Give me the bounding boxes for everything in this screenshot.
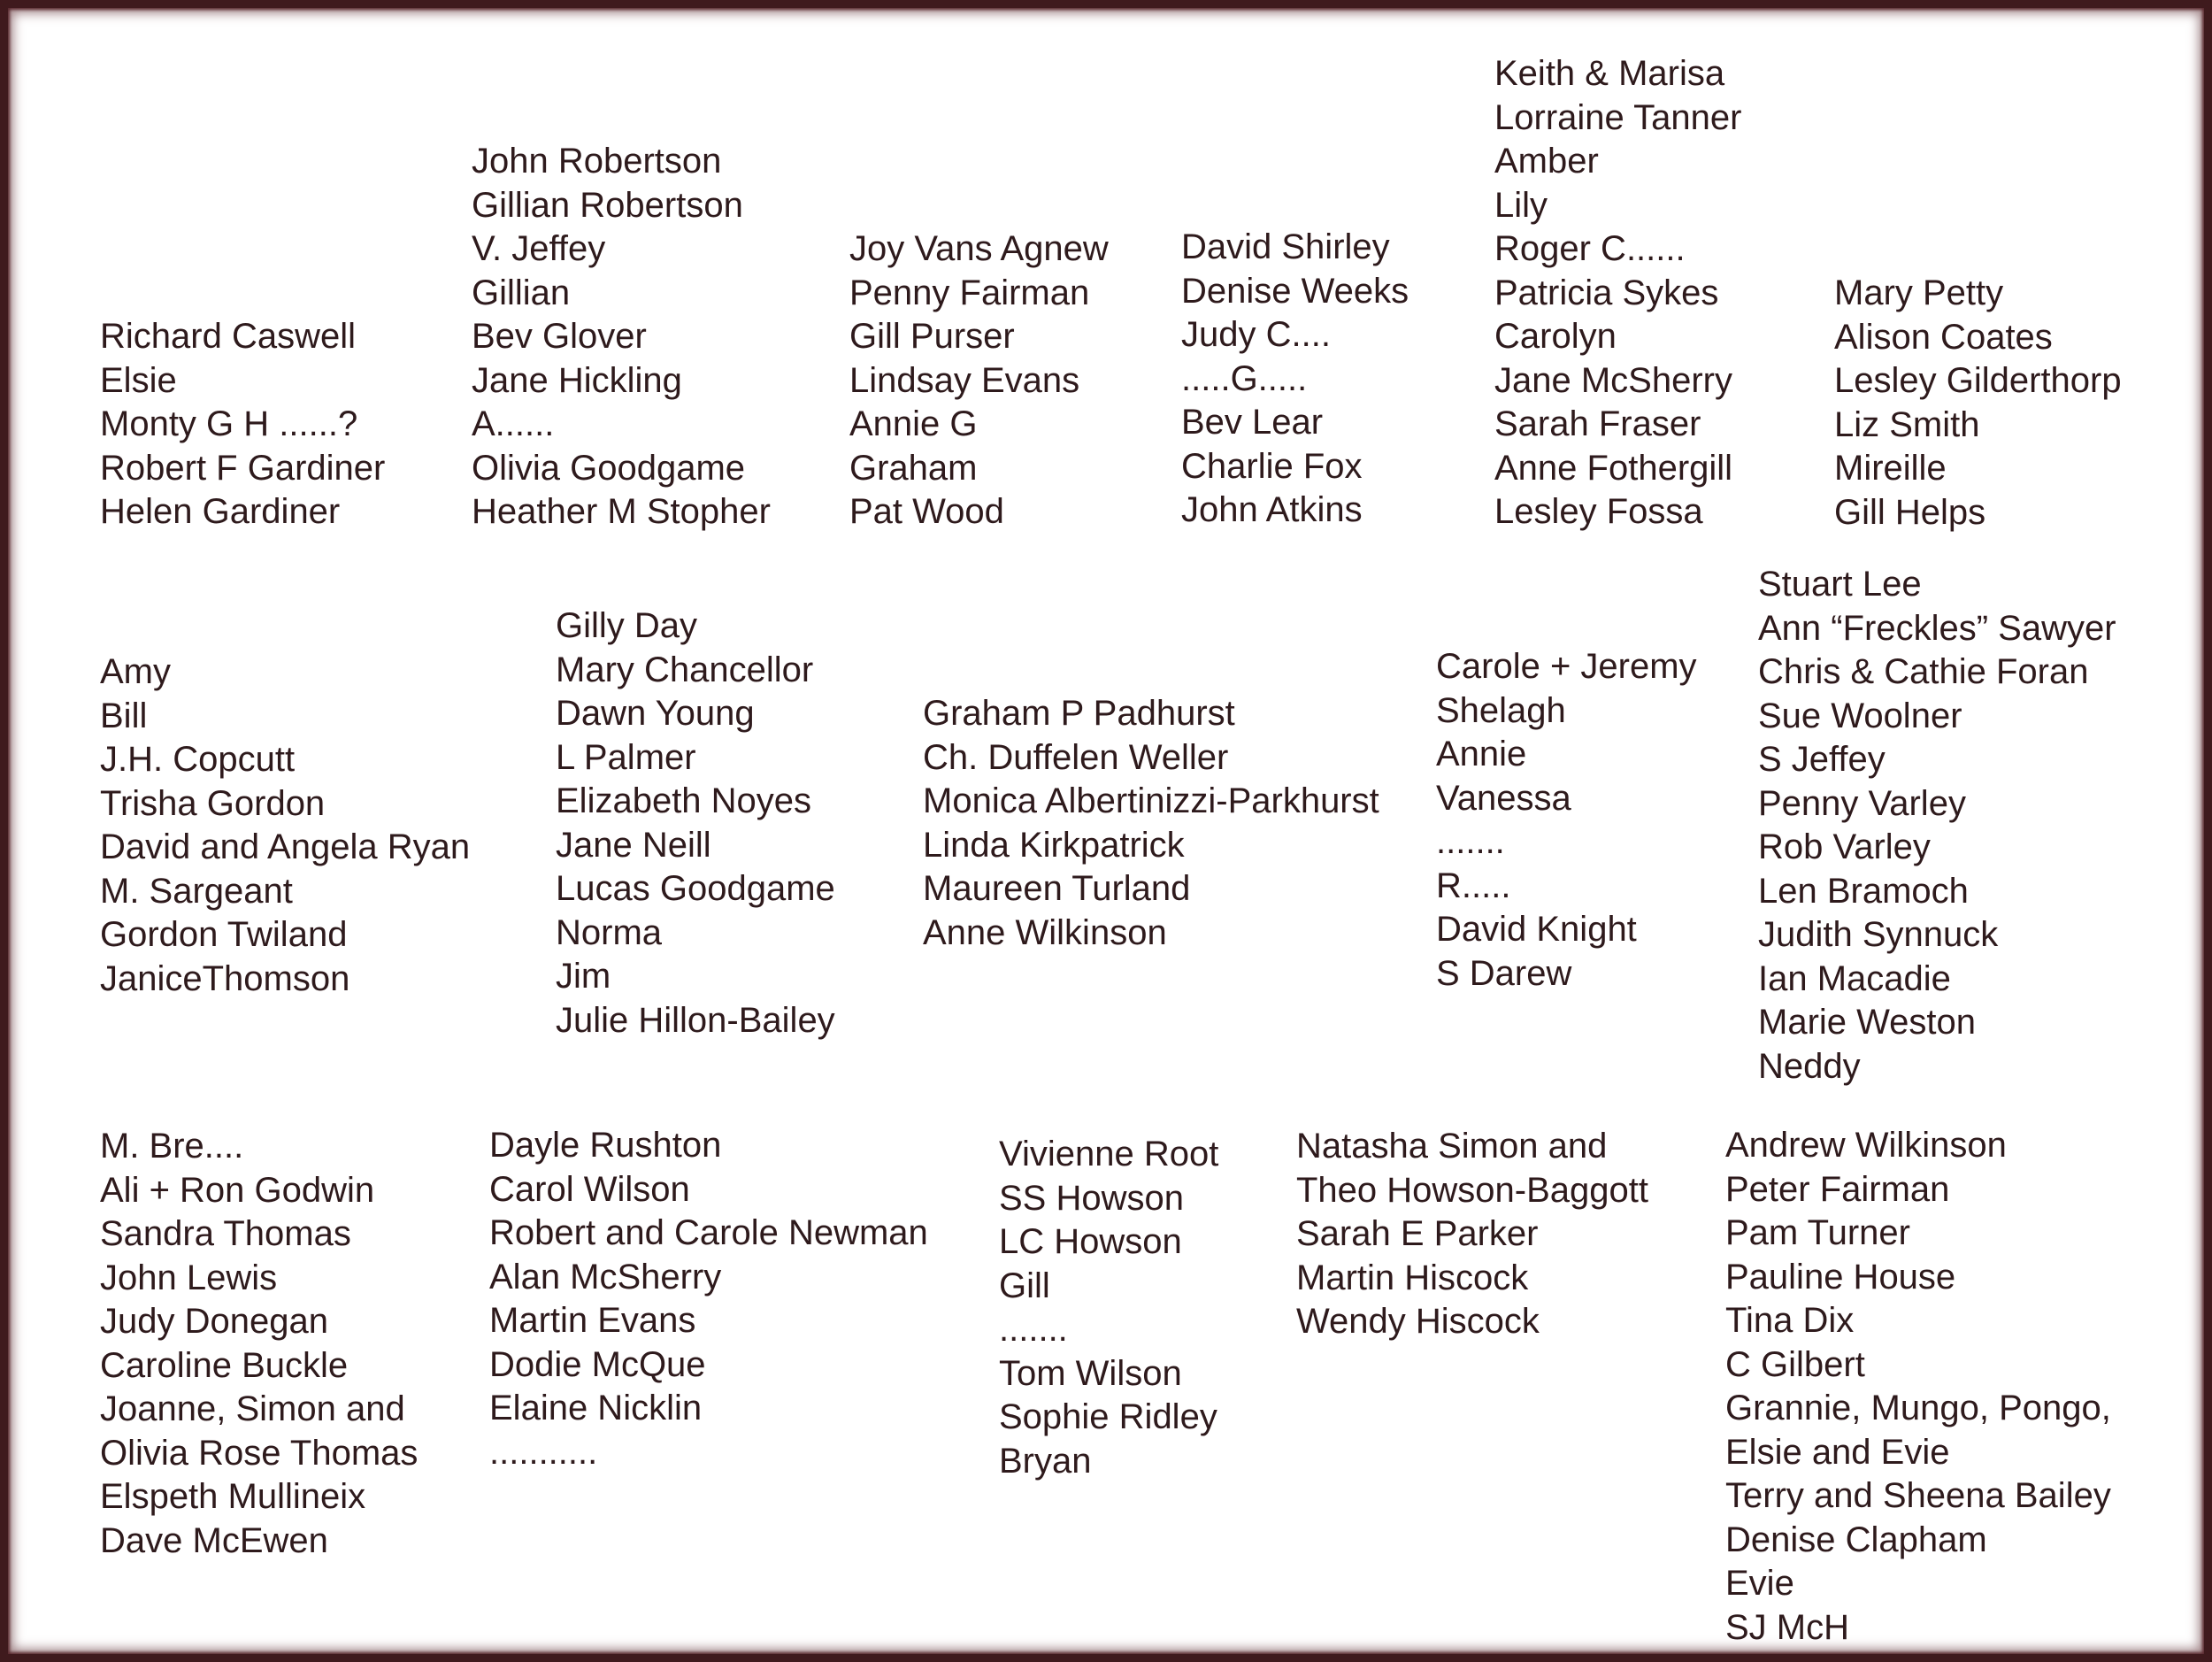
- name-group-r2c1: [100, 650, 470, 1001]
- name-entry: Gilly Day: [556, 606, 698, 645]
- name-entry: S Darew: [1436, 953, 1572, 993]
- name-entry: Tina Dix: [1725, 1301, 1855, 1340]
- name-entry: John Lewis: [100, 1258, 278, 1297]
- name-entry: Keith & Marisa: [1494, 54, 1725, 93]
- name-entry: Terry and Sheena Bailey: [1725, 1476, 2111, 1515]
- name-entry: Lindsay Evans: [849, 360, 1080, 400]
- name-entry: Robert and Carole Newman: [489, 1213, 928, 1252]
- name-group-r1c4: [1181, 226, 1409, 533]
- name-entry: Stuart Lee: [1758, 565, 1922, 604]
- name-entry: LC Howson: [999, 1222, 1182, 1261]
- name-entry: Sandra Thomas: [100, 1214, 351, 1253]
- name-entry: Norma: [556, 912, 663, 952]
- name-entry: Judy Donegan: [100, 1302, 328, 1341]
- name-entry: Annie: [1436, 735, 1527, 773]
- name-entry: Gillian Robertson: [472, 185, 743, 225]
- name-entry: Marie Weston: [1758, 1003, 1977, 1042]
- name-entry: JaniceThomson: [100, 958, 350, 998]
- name-entry: Gill Purser: [849, 317, 1015, 356]
- name-entry: Gillian: [472, 273, 571, 312]
- name-group-r1c2: [472, 140, 771, 535]
- name-entry: Lucas Goodgame: [556, 869, 835, 908]
- name-entry: Tom Wilson: [999, 1353, 1182, 1393]
- name-entry: Lily: [1494, 185, 1548, 225]
- name-entry: .......: [1436, 822, 1505, 861]
- name-entry: C Gilbert: [1725, 1344, 1865, 1384]
- name-entry: Bill: [100, 696, 148, 735]
- name-entry: Judy C....: [1181, 315, 1331, 354]
- name-entry: Roger C......: [1494, 229, 1686, 268]
- name-entry: John Robertson: [472, 142, 722, 181]
- name-entry: Mireille: [1834, 449, 1947, 488]
- name-entry: Elizabeth Noyes: [556, 781, 812, 820]
- name-entry: Dawn Young: [556, 694, 755, 733]
- name-entry: Liz Smith: [1834, 404, 1980, 444]
- name-entry: Joy Vans Agnew: [849, 229, 1109, 268]
- name-entry: SJ McH: [1725, 1607, 1849, 1647]
- name-entry: .....G.....: [1181, 358, 1308, 398]
- name-entry: Dodie McQue: [489, 1344, 706, 1384]
- name-entry: Dayle Rushton: [489, 1126, 722, 1165]
- name-entry: Pauline House: [1725, 1257, 1956, 1297]
- name-group-r3c4: [1296, 1125, 1648, 1344]
- name-entry: Mary Petty: [1834, 273, 2004, 312]
- name-entry: Anne Fothergill: [1494, 448, 1733, 488]
- name-entry: V. Jeffey: [472, 229, 606, 268]
- name-entry: Sophie Ridley: [999, 1397, 1217, 1436]
- name-entry: Ali + Ron Godwin: [100, 1170, 375, 1210]
- name-entry: Amber: [1494, 142, 1599, 181]
- name-entry: Monty G H ......?: [100, 404, 358, 443]
- name-entry: John Atkins: [1181, 490, 1363, 529]
- name-entry: M. Sargeant: [100, 871, 293, 911]
- name-entry: Denise Weeks: [1181, 271, 1409, 311]
- name-entry: Mary Chancellor: [556, 650, 814, 689]
- name-group-r2c5: [1758, 563, 2116, 1089]
- name-entry: Elsie and Evie: [1725, 1432, 1950, 1472]
- name-entry: Linda Kirkpatrick: [923, 825, 1185, 865]
- name-entry: Sue Woolner: [1758, 696, 1962, 735]
- name-entry: Gill: [999, 1266, 1050, 1305]
- name-entry: Wendy Hiscock: [1296, 1302, 1540, 1341]
- name-entry: Jim: [556, 957, 611, 996]
- name-entry: Theo Howson-Baggott: [1296, 1170, 1649, 1210]
- name-group-r1c1: [100, 315, 385, 535]
- name-group-r3c3: [999, 1133, 1218, 1483]
- name-entry: Bryan: [999, 1441, 1092, 1481]
- name-entry: Bev Glover: [472, 317, 647, 356]
- name-entry: David Shirley: [1181, 227, 1390, 266]
- name-entry: Joanne, Simon and: [100, 1389, 405, 1428]
- name-entry: Alan McSherry: [489, 1257, 722, 1297]
- name-entry: Pat Wood: [849, 492, 1004, 531]
- name-entry: Lorraine Tanner: [1494, 97, 1742, 137]
- name-entry: Peter Fairman: [1725, 1169, 1950, 1209]
- name-entry: Jane Neill: [556, 825, 711, 865]
- name-entry: SS Howson: [999, 1178, 1184, 1218]
- name-entry: Heather M Stopher: [472, 492, 771, 531]
- name-entry: Chris & Cathie Foran: [1758, 652, 2089, 691]
- name-group-r2c2: [556, 604, 835, 1043]
- name-group-r1c5: [1494, 52, 1741, 535]
- name-group-r3c2: [489, 1124, 928, 1474]
- name-entry: Denise Clapham: [1725, 1520, 1987, 1559]
- name-entry: Judith Synnuck: [1758, 915, 1999, 954]
- name-entry: M. Bre....: [100, 1127, 244, 1166]
- name-entry: Patricia Sykes: [1494, 273, 1719, 312]
- name-group-r3c1: [100, 1125, 418, 1563]
- name-entry: Gordon Twiland: [100, 915, 348, 954]
- name-entry: Elsie: [100, 360, 177, 400]
- name-entry: Annie G: [849, 404, 978, 443]
- name-entry: R.....: [1436, 866, 1511, 905]
- name-entry: Olivia Goodgame: [472, 448, 746, 488]
- name-entry: .......: [999, 1310, 1068, 1349]
- name-entry: Bev Lear: [1181, 403, 1324, 442]
- name-entry: Ian Macadie: [1758, 958, 1951, 998]
- name-group-r1c6: [1834, 272, 2122, 535]
- name-entry: Carole + Jeremy: [1436, 647, 1697, 686]
- name-entry: Vivienne Root: [999, 1135, 1219, 1173]
- name-entry: Monica Albertinizzi-Parkhurst: [923, 781, 1379, 820]
- name-entry: Caroline Buckle: [100, 1345, 349, 1385]
- name-entry: Grannie, Mungo, Pongo,: [1725, 1389, 2111, 1427]
- name-entry: Robert F Gardiner: [100, 448, 386, 488]
- name-entry: Sarah E Parker: [1296, 1214, 1539, 1253]
- name-entry: Sarah Fraser: [1494, 404, 1701, 443]
- name-entry: Neddy: [1758, 1046, 1861, 1086]
- name-entry: Rob Varley: [1758, 827, 1931, 866]
- name-entry: Olivia Rose Thomas: [100, 1433, 419, 1473]
- name-entry: Penny Fairman: [849, 273, 1090, 312]
- name-entry: Trisha Gordon: [100, 783, 326, 823]
- name-entry: Elaine Nicklin: [489, 1389, 703, 1427]
- name-entry: Gill Helps: [1834, 492, 1986, 532]
- name-group-r3c5: [1725, 1124, 2111, 1650]
- name-entry: Jane Hickling: [472, 360, 682, 400]
- name-entry: S Jeffey: [1758, 740, 1886, 779]
- name-entry: Elspeth Mullineix: [100, 1477, 366, 1516]
- name-entry: L Palmer: [556, 737, 696, 777]
- name-entry: Anne Wilkinson: [923, 912, 1167, 952]
- name-entry: Graham: [849, 448, 978, 488]
- name-entry: David Knight: [1436, 910, 1637, 949]
- name-entry: Jane McSherry: [1494, 360, 1732, 400]
- name-entry: Graham P Padhurst: [923, 694, 1235, 733]
- name-entry: Lesley Gilderthorp: [1834, 361, 2122, 400]
- name-entry: Penny Varley: [1758, 783, 1966, 823]
- name-entry: Shelagh: [1436, 690, 1566, 730]
- name-entry: Andrew Wilkinson: [1725, 1126, 2007, 1165]
- name-group-r1c3: [849, 227, 1109, 535]
- name-entry: Maureen Turland: [923, 869, 1191, 908]
- name-entry: Alison Coates: [1834, 317, 2053, 357]
- name-entry: Helen Gardiner: [100, 492, 341, 531]
- name-entry: Len Bramoch: [1758, 871, 1969, 911]
- name-entry: Ch. Duffelen Weller: [923, 737, 1229, 777]
- name-entry: Vanessa: [1436, 778, 1571, 818]
- name-group-r2c4: [1436, 645, 1697, 996]
- name-entry: Pam Turner: [1725, 1213, 1910, 1252]
- name-entry: Carolyn: [1494, 317, 1617, 356]
- name-group-r2c3: [923, 692, 1379, 955]
- name-entry: Martin Evans: [489, 1301, 696, 1340]
- name-entry: Ann “Freckles” Sawyer: [1758, 608, 2116, 648]
- name-entry: Martin Hiscock: [1296, 1258, 1529, 1297]
- name-entry: David and Angela Ryan: [100, 827, 471, 866]
- name-entry: Natasha Simon and: [1296, 1127, 1608, 1166]
- name-entry: Evie: [1725, 1564, 1794, 1603]
- name-entry: Amy: [100, 652, 171, 691]
- name-entry: Richard Caswell: [100, 317, 356, 356]
- name-entry: Dave McEwen: [100, 1520, 328, 1560]
- name-entry: ...........: [489, 1432, 598, 1472]
- name-entry: J.H. Copcutt: [100, 740, 296, 779]
- name-entry: Lesley Fossa: [1494, 492, 1703, 531]
- name-entry: Julie Hillon-Bailey: [556, 1000, 835, 1040]
- name-entry: A......: [472, 404, 555, 443]
- name-entry: Charlie Fox: [1181, 446, 1363, 486]
- name-entry: Carol Wilson: [489, 1169, 690, 1209]
